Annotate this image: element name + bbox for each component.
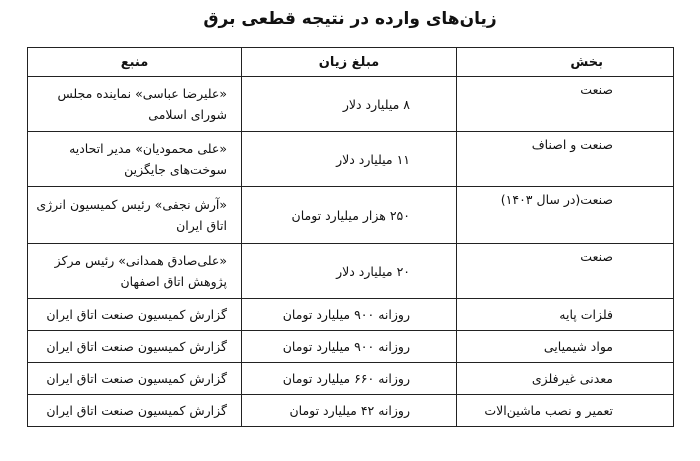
cell-amount: ۱۱ میلیارد دلار xyxy=(242,132,457,187)
cell-source: گزارش کمیسیون صنعت اتاق ایران xyxy=(28,395,242,427)
source-line-1: «علی محمودیان» مدیر اتحادیه xyxy=(69,141,227,156)
source-line-1: «علی‌صادق همدانی» رئیس مرکز xyxy=(54,253,227,268)
cell-sector: صنعت و اصناف xyxy=(457,132,674,187)
header-sector: بخش xyxy=(457,48,674,77)
cell-amount: ۲۵۰ هزار میلیارد تومان xyxy=(242,187,457,244)
cell-source xyxy=(28,187,242,244)
cell-sector: مواد شیمیایی xyxy=(457,331,674,363)
cell-amount: روزانه ۹۰۰ میلیارد تومان xyxy=(242,331,457,363)
cell-amount: روزانه ۹۰۰ میلیارد تومان xyxy=(242,299,457,331)
table-row xyxy=(28,77,674,132)
cell-source xyxy=(28,77,242,132)
source-line-1: «آرش نجفی» رئیس کمیسیون انرژی xyxy=(36,197,227,212)
source-line-2: اتاق ایران xyxy=(176,218,227,233)
losses-table xyxy=(27,47,674,427)
header-amount: مبلغ زیان xyxy=(242,48,457,77)
cell-amount: ۸ میلیارد دلار xyxy=(242,77,457,132)
cell-source xyxy=(28,132,242,187)
cell-source: گزارش کمیسیون صنعت اتاق ایران xyxy=(28,363,242,395)
table-row xyxy=(28,132,674,187)
cell-source xyxy=(28,244,242,299)
table-row xyxy=(28,395,674,427)
cell-sector: تعمیر و نصب ماشین‌الات xyxy=(457,395,674,427)
table-row xyxy=(28,331,674,363)
source-line-2: سوخت‌های جایگزین xyxy=(124,162,227,177)
source-line-2: شورای اسلامی xyxy=(148,107,227,122)
table-header-row xyxy=(28,48,674,77)
cell-amount: روزانه ۴۲ میلیارد تومان xyxy=(242,395,457,427)
cell-source: گزارش کمیسیون صنعت اتاق ایران xyxy=(28,331,242,363)
cell-sector: معدنی غیرفلزی xyxy=(457,363,674,395)
cell-amount: روزانه ۶۶۰ میلیارد تومان xyxy=(242,363,457,395)
cell-sector: صنعت(در سال ۱۴۰۳) xyxy=(457,187,674,244)
cell-sector: صنعت xyxy=(457,77,674,132)
cell-source: گزارش کمیسیون صنعت اتاق ایران xyxy=(28,299,242,331)
document-title: زیان‌های وارده در نتیجه قطعی برق xyxy=(203,9,497,29)
cell-sector: صنعت xyxy=(457,244,674,299)
table-row xyxy=(28,244,674,299)
cell-sector: فلزات پایه xyxy=(457,299,674,331)
cell-amount: ۲۰ میلیارد دلار xyxy=(242,244,457,299)
header-source: منبع xyxy=(28,48,242,77)
source-line-1: «علیرضا عباسی» نماینده مجلس xyxy=(57,86,227,101)
table-row xyxy=(28,299,674,331)
source-line-2: پژوهش اتاق اصفهان xyxy=(120,274,227,289)
table-row xyxy=(28,363,674,395)
table-row xyxy=(28,187,674,244)
